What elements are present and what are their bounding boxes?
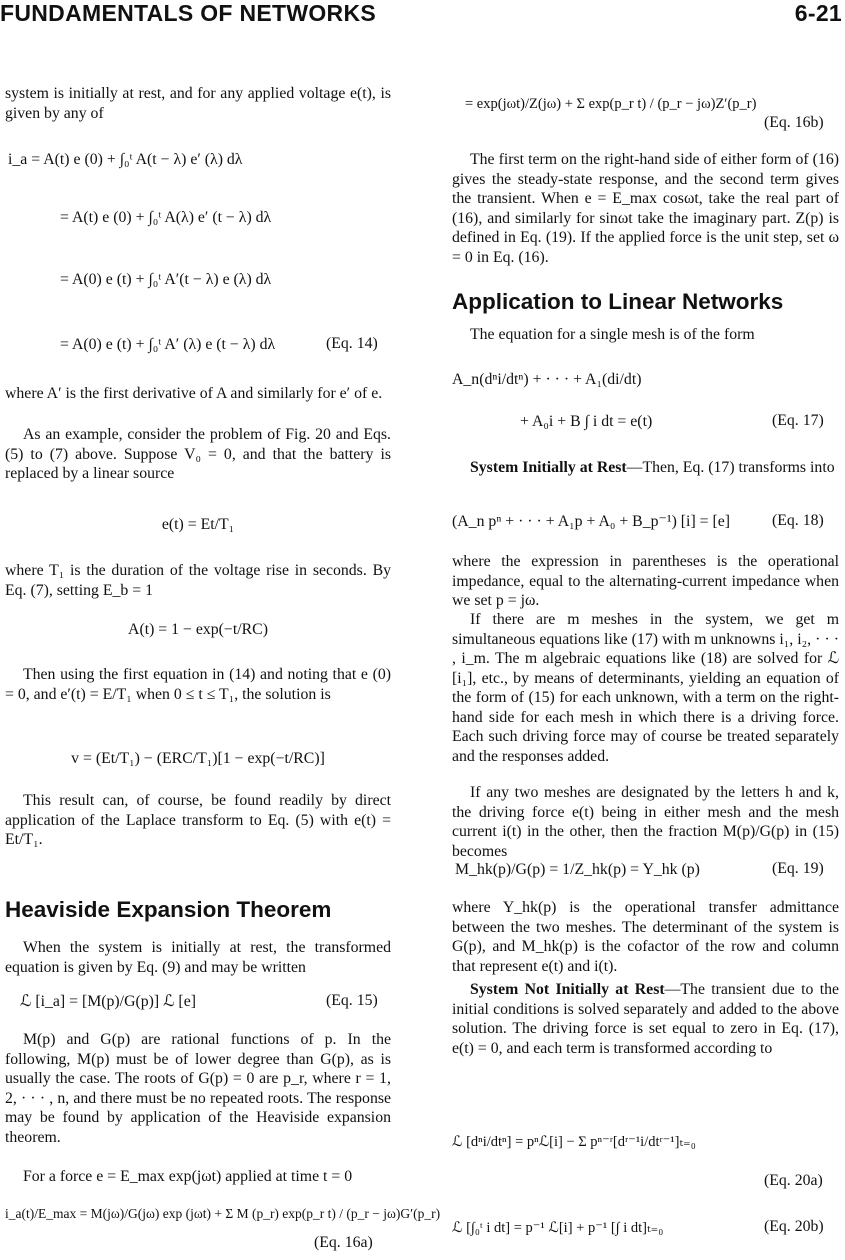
equation-19: M_hk(p)/G(p) = 1/Z_hk(p) = Y_hk (p) — [455, 861, 700, 878]
mesh-intro-paragraph: The equation for a single mesh is of the form — [470, 326, 755, 343]
equation-source: e(t) = Et/T₁ — [161, 516, 235, 533]
first-term-paragraph: The first term on the right-hand side of either form of (16) gives the steady-state response, and the second term gives the transient. When e = E_max cosωt, take the real part of (16), and similarly for sinωt take the imaginary part. Z(p) is defined in Eq. (19). If the applied force is the unit step, set ω = 0 in Eq. (16). — [452, 151, 839, 266]
meshes-paragraph: If there are m meshes in the system, we get m simultaneous equations like (17) with m unknowns i₁, i₂, · · · , i_m. The m algebraic equations like (18) are solved for ℒ [i₁], etc., by means of determinants, yielding an equation of the form of (15) for each unknown, with a term on the right-hand side for each mesh in which there is a driving force. Each such driving force may of course be treated separately and the responses added. — [452, 611, 839, 765]
left-intro-paragraph: system is initially at rest, and for any applied voltage e(t), is given by any of — [5, 85, 391, 122]
equation-15: ℒ [i_a] = [M(p)/G(p)] ℒ [e] — [20, 993, 196, 1010]
equation-15-tag: (Eq. 15) — [326, 992, 378, 1009]
example-paragraph: As an example, consider the problem of Fig. 20 and Eqs. (5) to (7) above. Suppose V₀ = 0, and that the battery is replaced by a linear source — [5, 426, 391, 482]
equation-19-tag: (Eq. 19) — [772, 860, 824, 877]
equation-step-response: A(t) = 1 − exp(−t/RC) — [128, 621, 268, 638]
equation-16a: i_a(t)/E_max = M(jω)/G(jω) exp (jωt) + Σ M (p_r) exp(p_r t) / (p_r − jω)G′(p_r) — [5, 1206, 441, 1221]
operational-impedance-paragraph: where the expression in parentheses is the operational impedance, equal to the alternating-current impedance when we set p = jω. — [452, 553, 839, 609]
equation-20b: ℒ [∫₀ᵗ i dt] = p⁻¹ ℒ[i] + p⁻¹ [∫ i dt]ₜ₌₀ — [452, 1220, 664, 1236]
equation-a2: = A(t) e (0) + ∫₀ᵗ A(λ) e′ (t − λ) dλ — [60, 209, 272, 226]
then-using-paragraph: Then using the first equation in (14) and noting that e (0) = 0, and e′(t) = E/T₁ when 0 ≤ t ≤ T₁, the solution is — [5, 666, 391, 703]
heading-linear-networks: Application to Linear Networks — [452, 289, 784, 314]
rest-subheading: System Initially at Rest — [470, 459, 627, 476]
laplace-paragraph: This result can, of course, be found readily by direct application of the Laplace transform to Eq. (5) with e(t) = Et/T₁. — [5, 792, 391, 848]
where-a-prime-paragraph: where A′ is the first derivative of A and similarly for e′ of e. — [5, 385, 383, 402]
equation-14-tag: (Eq. 14) — [326, 335, 378, 352]
equation-16b: = exp(jωt)/Z(jω) + Σ exp(p_r t) / (p_r − jω)Z′(p_r) — [465, 96, 757, 112]
not-rest-subheading: System Not Initially at Rest — [470, 981, 665, 998]
transfer-admittance-paragraph: where Y_hk(p) is the operational transfer admittance between the two meshes. The determinant of the system is G(p), and M_hk(p) is the cofactor of the row and column that represent e(t) and i(t). — [452, 899, 839, 975]
heaviside-intro-paragraph: When the system is initially at rest, the transformed equation is given by Eq. (9) and may be written — [5, 939, 391, 976]
equation-16b-tag: (Eq. 16b) — [764, 114, 824, 131]
equation-20a-tag: (Eq. 20a) — [764, 1172, 823, 1189]
equation-17-tag: (Eq. 17) — [772, 412, 824, 429]
rest-paragraph — [452, 458, 839, 478]
equation-20b-tag: (Eq. 20b) — [764, 1218, 824, 1235]
where-t1-paragraph: where T₁ is the duration of the voltage rise in seconds. By Eq. (7), setting E_b = 1 — [5, 562, 391, 599]
equation-a4: = A(0) e (t) + ∫₀ᵗ A′ (λ) e (t − λ) dλ — [60, 336, 276, 353]
equation-a3: = A(0) e (t) + ∫₀ᵗ A′(t − λ) e (λ) dλ — [60, 271, 272, 288]
running-head-title: FUNDAMENTALS OF NETWORKS — [0, 0, 377, 26]
equation-16a-tag: (Eq. 16a) — [314, 1234, 373, 1251]
equation-17-line2: + A₀i + B ∫ i dt = e(t) — [520, 413, 653, 430]
equation-20a: ℒ [dⁿi/dtⁿ] = pⁿℒ[i] − Σ pⁿ⁻ʳ[dʳ⁻¹i/dtʳ⁻¹]ₜ₌₀ — [452, 1134, 696, 1150]
equation-18: (A_n pⁿ + · · · + A₁p + A₀ + B_p⁻¹) [i] = [e] — [452, 513, 731, 530]
not-rest-paragraph — [452, 980, 839, 1058]
heading-heaviside: Heaviside Expansion Theorem — [5, 897, 332, 922]
rest-text: —Then, Eq. (17) transforms into — [626, 459, 835, 476]
page-number: 6-21 — [794, 0, 842, 26]
equation-a1: i_a = A(t) e (0) + ∫₀ᵗ A(t − λ) e′ (λ) dλ — [8, 151, 243, 168]
rational-functions-paragraph: M(p) and G(p) are rational functions of p. In the following, M(p) must be of lower degree than G(p), as is usually the case. The roots of G(p) = 0 are p_r, where r = 1, 2, · · · , n, and there must be no repeated roots. The response may be found by application of the Heaviside expansion theorem. — [5, 1031, 391, 1146]
two-meshes-paragraph: If any two meshes are designated by the letters h and k, the driving force e(t) being in either mesh and the mesh current i(t) in the other, then the fraction M(p)/G(p) in (15) becomes — [452, 784, 839, 860]
equation-17-line1: A_n(dⁿi/dtⁿ) + · · · + A₁(di/dt) — [452, 371, 642, 388]
not-rest-text: —The transient due to the initial conditions is solved separately and added to the above solution. The driving force is set equal to zero in Eq. (17), e(t) = 0, and each term is transformed according to — [452, 981, 839, 1057]
equation-solution-v: v = (Et/T₁) − (ERC/T₁)[1 − exp(−t/RC)] — [71, 750, 325, 767]
equation-18-tag: (Eq. 18) — [772, 512, 824, 529]
force-paragraph: For a force e = E_max exp(jωt) applied at time t = 0 — [23, 1168, 353, 1185]
